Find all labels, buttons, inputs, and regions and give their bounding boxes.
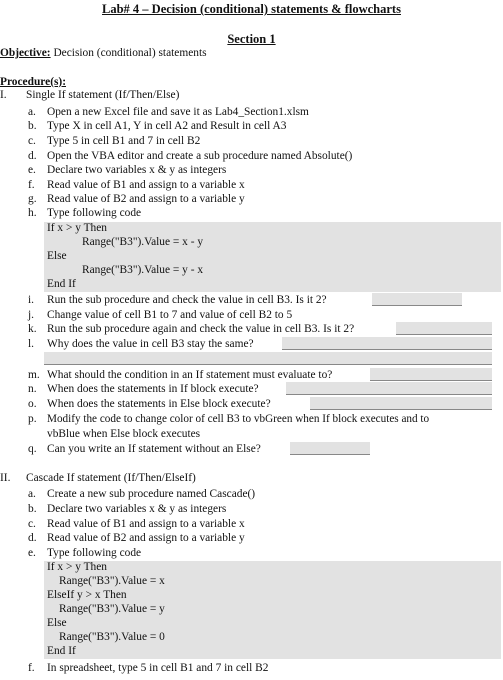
code-line: Else: [47, 250, 67, 262]
code-line: If x > y Then: [47, 561, 107, 573]
item-letter: m.: [28, 369, 40, 381]
procedure-heading: Procedure(s):: [0, 76, 67, 88]
answer-field-1q[interactable]: [290, 442, 370, 455]
step-1k: Run the sub procedure again and check the value in cell B3. Is it 2?: [47, 323, 355, 335]
step-1q: Can you write an If statement without an Else?: [47, 443, 261, 455]
item-letter: p.: [28, 413, 37, 425]
step-1n: When does the statements in If block execute?: [47, 383, 259, 395]
step-1b: Type X in cell A1, Y in cell A2 and Result in cell A3: [47, 120, 287, 132]
part2-heading: Cascade If statement (If/Then/ElseIf): [26, 472, 196, 484]
code-line: Range("B3").Value = y: [59, 603, 165, 615]
answer-field-1n[interactable]: [286, 382, 492, 395]
item-letter: c.: [28, 135, 36, 147]
item-letter: o.: [28, 398, 37, 410]
item-letter: l.: [28, 338, 35, 350]
step-2c: Read value of B1 and assign to a variable x: [47, 518, 245, 530]
item-letter: k.: [28, 323, 37, 335]
step-1i: Run the sub procedure and check the value in cell B3. Is it 2?: [47, 294, 327, 306]
item-letter: b.: [28, 503, 37, 515]
step-1f: Read value of B1 and assign to a variable x: [47, 179, 245, 191]
step-1a: Open a new Excel file and save it as Lab4_Section1.xlsm: [47, 106, 309, 118]
item-letter: a.: [28, 106, 36, 118]
item-letter: f.: [28, 662, 35, 674]
item-letter: q.: [28, 443, 37, 455]
step-1m: What should the condition in an If statement must evaluate to?: [47, 369, 333, 381]
answer-field-1k[interactable]: [396, 322, 492, 335]
step-2b: Declare two variables x & y as integers: [47, 503, 227, 515]
code-line: Range("B3").Value = y - x: [82, 264, 204, 276]
item-letter: e.: [28, 164, 36, 176]
item-letter: f.: [28, 179, 35, 191]
answer-field-1l[interactable]: [282, 337, 492, 350]
item-letter: i.: [28, 294, 35, 306]
answer-field-1o[interactable]: [310, 397, 492, 410]
code-line: End If: [47, 278, 76, 290]
code-block-absolute: [44, 222, 501, 292]
step-1h: Type following code: [47, 207, 142, 219]
objective-label: Objective:: [0, 47, 51, 59]
item-letter: j.: [28, 309, 35, 321]
part2-numeral: II.: [0, 472, 11, 484]
code-line: Range("B3").Value = x: [59, 575, 165, 587]
code-line: Range("B3").Value = 0: [59, 631, 165, 643]
answer-field-1i[interactable]: [372, 293, 462, 306]
item-letter: c.: [28, 518, 36, 530]
step-1o: When does the statements in Else block execute?: [47, 398, 271, 410]
step-1p-line2: vbBlue when Else block executes: [47, 428, 201, 440]
item-letter: e.: [28, 547, 36, 559]
item-letter: a.: [28, 488, 36, 500]
item-letter: h.: [28, 207, 37, 219]
step-1g: Read value of B2 and assign to a variable y: [47, 193, 245, 205]
code-line: End If: [47, 645, 76, 657]
answer-field-1m[interactable]: [370, 368, 492, 381]
part1-heading: Single If statement (If/Then/Else): [26, 89, 180, 101]
code-line: Range("B3").Value = x - y: [82, 236, 204, 248]
code-line: If x > y Then: [47, 222, 107, 234]
item-letter: n.: [28, 383, 37, 395]
code-line: ElseIf y > x Then: [47, 589, 127, 601]
item-letter: d.: [28, 532, 37, 544]
step-2e: Type following code: [47, 547, 142, 559]
step-2f: In spreadsheet, type 5 in cell B1 and 7 in cell B2: [47, 662, 269, 674]
step-1j: Change value of cell B1 to 7 and value of cell B2 to 5: [47, 309, 293, 321]
answer-field-1l-line2[interactable]: [44, 352, 492, 365]
step-1c: Type 5 in cell B1 and 7 in cell B2: [47, 135, 201, 147]
item-letter: d.: [28, 150, 37, 162]
objective-line: [0, 47, 207, 60]
code-line: Else: [47, 617, 67, 629]
step-1p-line1: Modify the code to change color of cell B3 to vbGreen when If block executes and to: [47, 413, 430, 425]
step-2a: Create a new sub procedure named Cascade(): [47, 488, 256, 500]
document-title: Lab# 4 – Decision (conditional) statements & flowcharts: [102, 2, 401, 16]
item-letter: g.: [28, 193, 37, 205]
step-2d: Read value of B2 and assign to a variable y: [47, 532, 245, 544]
step-1d: Open the VBA editor and create a sub procedure named Absolute(): [47, 150, 353, 162]
step-1e: Declare two variables x & y as integers: [47, 164, 227, 176]
item-letter: b.: [28, 120, 37, 132]
part1-numeral: I.: [0, 89, 7, 101]
section-heading: Section 1: [227, 32, 276, 46]
step-1l: Why does the value in cell B3 stay the same?: [47, 338, 254, 350]
objective-text: Decision (conditional) statements: [50, 47, 207, 59]
